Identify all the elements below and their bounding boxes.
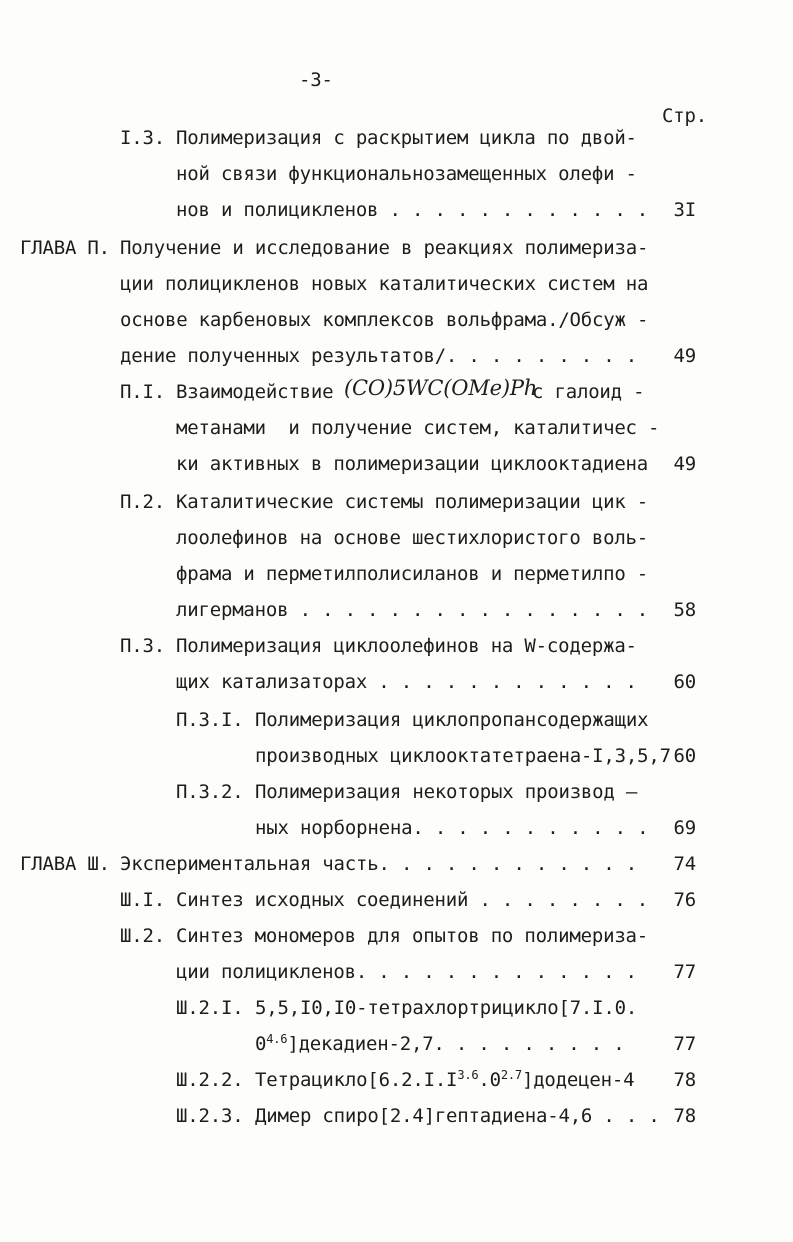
toc-entry-text: ных норборнена. . . . . . . . . . .	[255, 817, 649, 839]
toc-entry-text: лоолефинов на основе шестихлористого воль-	[176, 527, 649, 549]
toc-entry-number: Ш.2.2.	[176, 1069, 244, 1091]
toc-entry-page: 3I	[673, 199, 696, 221]
toc-entry-number: П.I.	[120, 381, 165, 403]
toc-entry-number: I.3.	[120, 127, 165, 149]
toc-entry-text: нов и полицикленов . . . . . . . . . . . .	[176, 199, 649, 221]
toc-entry-text: основе карбеновых комплексов вольфрама./Обсуж -	[120, 309, 649, 331]
toc-entry-text: ции полицикленов. . . . . . . . . . . . .	[176, 961, 637, 983]
toc-entry-text: Синтез мономеров для опытов по полимериза-	[176, 925, 649, 947]
toc-entry-page: 58	[673, 599, 696, 621]
toc-entry-page: 49	[673, 453, 696, 475]
toc-entry-number: П.2.	[120, 491, 165, 513]
toc-chapter-number: ГЛАВА Ш.	[20, 853, 110, 875]
toc-entry-text: Экспериментальная часть. . . . . . . . . . . .	[120, 853, 637, 875]
toc-entry-text: ки активных в полимеризации циклооктадиена	[176, 453, 649, 475]
toc-entry-page: 69	[673, 817, 696, 839]
toc-entry-page: 49	[673, 345, 696, 367]
toc-entry-page: 78	[673, 1069, 696, 1091]
toc-entry-number: Ш.2.I.	[176, 997, 244, 1019]
toc-entry-text: лигерманов . . . . . . . . . . . . . . . .	[176, 599, 649, 621]
toc-entry-text: Полимеризация циклопропансодержащих	[255, 709, 649, 731]
toc-entry-text: Взаимодействие	[176, 381, 334, 403]
toc-entry-text: 5,5,I0,I0-тетрахлортрицикло[7.I.0.	[255, 997, 638, 1019]
handwritten-formula: (CO)5WC(OMe)Ph	[344, 376, 538, 400]
toc-entry-page: 77	[673, 1033, 696, 1055]
toc-entry-text: Каталитические системы полимеризации цик -	[176, 491, 649, 513]
toc-entry-page: 78	[673, 1105, 696, 1127]
toc-entry-page: 77	[673, 961, 696, 983]
page-number: -3-	[299, 69, 333, 91]
toc-entry-page: 76	[673, 889, 696, 911]
toc-entry-text: $Тетрацикло[6.2.I.I^{3.6}.0^{2.7}]додецен-4$	[255, 1068, 635, 1091]
toc-entry-text: метанами и получение систем, каталитичес -	[176, 417, 660, 439]
toc-entry-text: ции полицикленов новых каталитических систем на	[120, 273, 649, 295]
toc-entry-number: Ш.2.	[120, 925, 165, 947]
toc-entry-page: 60	[673, 745, 696, 767]
toc-entry-text: Получение и исследование в реакциях полимериза-	[120, 237, 649, 259]
toc-entry-text: Димер спиро[2.4]гептадиена-4,6 . . .	[255, 1105, 660, 1127]
toc-entry-text: $0^{4.6}]декадиен-2,7$. . . . . . . . .	[255, 1032, 625, 1055]
toc-entry-page: 60	[673, 671, 696, 693]
toc-entry-text: ной связи функциональнозамещенных олефи -	[176, 163, 637, 185]
toc-entry-text: щих катализаторах . . . . . . . . . . . .	[176, 671, 637, 693]
toc-entry-text: фрама и перметилполисиланов и перметилпо -	[176, 563, 649, 585]
toc-entry-text: с галоид -	[532, 381, 645, 403]
toc-entry-number: П.3.	[120, 635, 165, 657]
toc-entry-page: 74	[673, 853, 696, 875]
column-header-pages: Стр.	[662, 105, 707, 127]
toc-entry-number: Ш.I.	[120, 889, 165, 911]
toc-entry-text: Синтез исходных соединений . . . . . . . .	[176, 889, 649, 911]
toc-entry-number: П.3.2.	[176, 781, 244, 803]
toc-entry-text: Полимеризация циклоолефинов на W-содержа-	[176, 635, 637, 657]
toc-entry-text: Полимеризация с раскрытием цикла по двой-	[176, 127, 637, 149]
toc-chapter-number: ГЛАВА П.	[20, 237, 110, 259]
toc-entry-text: Полимеризация некоторых производ —	[255, 781, 638, 803]
toc-entry-text: производных циклооктатетраена-I,3,5,7	[255, 745, 671, 767]
toc-entry-number: П.3.I.	[176, 709, 244, 731]
toc-entry-number: Ш.2.3.	[176, 1105, 244, 1127]
toc-entry-text: дение полученных результатов/. . . . . . . . .	[120, 345, 637, 367]
